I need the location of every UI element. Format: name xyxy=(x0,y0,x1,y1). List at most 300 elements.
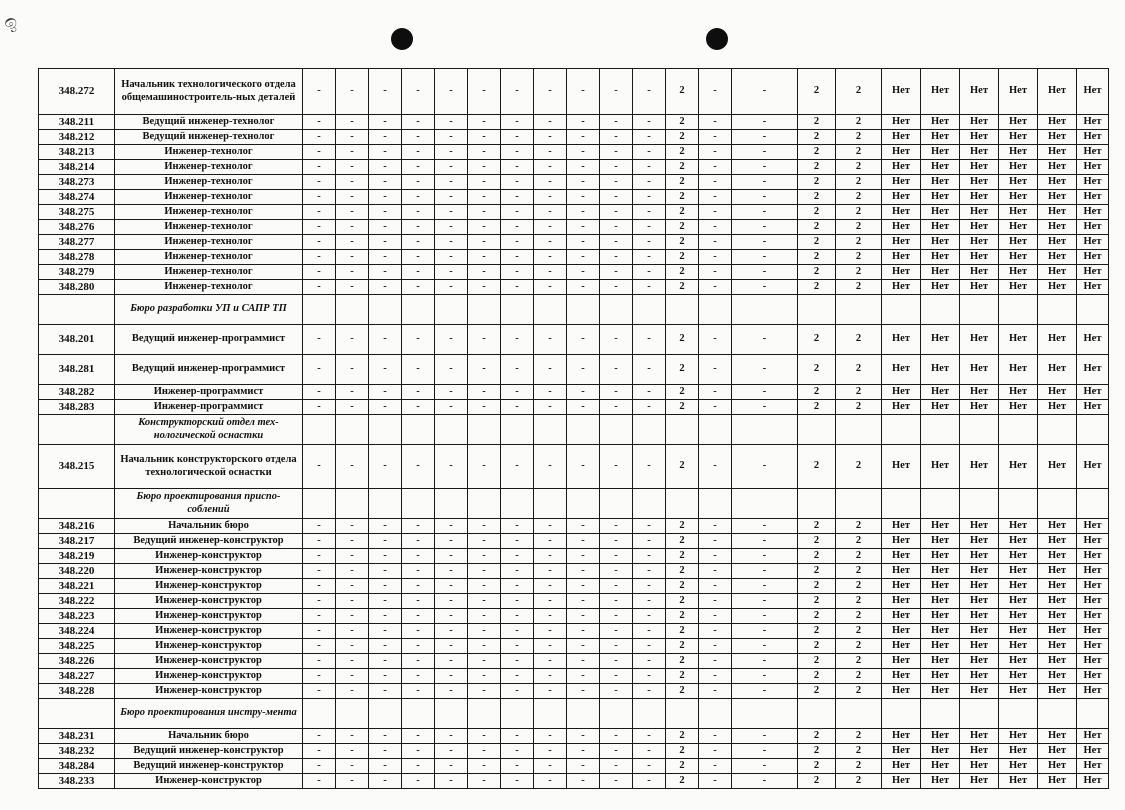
value-cell: - xyxy=(732,744,798,759)
value-cell: - xyxy=(534,115,567,130)
value-cell: - xyxy=(303,579,336,594)
value-cell: Нет xyxy=(1038,684,1077,699)
value-cell: - xyxy=(369,759,402,774)
section-row xyxy=(39,295,1109,325)
value-cell xyxy=(468,699,501,729)
value-cell: 2 xyxy=(666,744,699,759)
value-cell: Нет xyxy=(882,160,921,175)
section-row xyxy=(39,415,1109,445)
value-cell: Нет xyxy=(999,669,1038,684)
value-cell: - xyxy=(336,355,369,385)
value-cell: Нет xyxy=(921,250,960,265)
value-cell: Нет xyxy=(1077,594,1109,609)
value-cell xyxy=(501,295,534,325)
value-cell: - xyxy=(435,145,468,160)
value-cell: Нет xyxy=(1038,549,1077,564)
position-code: 348.276 xyxy=(39,220,115,235)
position-code: 348.275 xyxy=(39,205,115,220)
value-cell: - xyxy=(501,564,534,579)
value-cell: Нет xyxy=(921,684,960,699)
value-cell xyxy=(1077,489,1109,519)
value-cell: Нет xyxy=(1038,774,1077,789)
value-cell: 2 xyxy=(666,639,699,654)
value-cell: - xyxy=(567,385,600,400)
value-cell: Нет xyxy=(999,564,1038,579)
value-cell: - xyxy=(336,130,369,145)
value-cell: - xyxy=(567,744,600,759)
value-cell: - xyxy=(699,220,732,235)
value-cell: - xyxy=(699,639,732,654)
value-cell: - xyxy=(336,729,369,744)
value-cell: Нет xyxy=(999,205,1038,220)
value-cell: - xyxy=(303,759,336,774)
value-cell: - xyxy=(699,280,732,295)
value-cell: - xyxy=(732,220,798,235)
value-cell: - xyxy=(633,250,666,265)
value-cell: 2 xyxy=(666,759,699,774)
value-cell: - xyxy=(699,325,732,355)
value-cell: Нет xyxy=(1038,145,1077,160)
value-cell: - xyxy=(369,160,402,175)
table-row xyxy=(39,250,1109,265)
value-cell: - xyxy=(435,220,468,235)
value-cell: - xyxy=(534,69,567,115)
value-cell: Нет xyxy=(921,729,960,744)
value-cell: Нет xyxy=(999,624,1038,639)
table-row xyxy=(39,130,1109,145)
value-cell: Нет xyxy=(921,774,960,789)
value-cell: - xyxy=(369,519,402,534)
value-cell: - xyxy=(336,609,369,624)
value-cell xyxy=(303,699,336,729)
value-cell: - xyxy=(369,445,402,489)
value-cell: Нет xyxy=(960,624,999,639)
value-cell: 2 xyxy=(798,774,836,789)
value-cell: Нет xyxy=(1077,669,1109,684)
value-cell: Нет xyxy=(999,400,1038,415)
value-cell xyxy=(402,489,435,519)
value-cell: 2 xyxy=(666,190,699,205)
value-cell: - xyxy=(336,205,369,220)
value-cell xyxy=(600,295,633,325)
value-cell: Нет xyxy=(1038,130,1077,145)
value-cell: Нет xyxy=(960,160,999,175)
position-name: Инженер-технолог xyxy=(115,145,303,160)
value-cell: Нет xyxy=(960,445,999,489)
value-cell: Нет xyxy=(921,519,960,534)
value-cell: Нет xyxy=(1077,145,1109,160)
value-cell: - xyxy=(468,609,501,624)
value-cell: - xyxy=(468,250,501,265)
position-name: Инженер-конструктор xyxy=(115,624,303,639)
value-cell: - xyxy=(600,250,633,265)
value-cell: Нет xyxy=(1038,190,1077,205)
value-cell xyxy=(836,489,882,519)
value-cell: Нет xyxy=(1077,609,1109,624)
value-cell: - xyxy=(435,325,468,355)
value-cell: - xyxy=(468,220,501,235)
value-cell: - xyxy=(600,759,633,774)
value-cell: - xyxy=(336,579,369,594)
value-cell: - xyxy=(534,744,567,759)
value-cell xyxy=(836,295,882,325)
value-cell: - xyxy=(633,519,666,534)
value-cell: - xyxy=(732,145,798,160)
value-cell: 2 xyxy=(836,534,882,549)
value-cell: Нет xyxy=(882,130,921,145)
value-cell xyxy=(699,699,732,729)
value-cell: Нет xyxy=(1038,654,1077,669)
value-cell: Нет xyxy=(999,69,1038,115)
value-cell: - xyxy=(567,69,600,115)
value-cell: Нет xyxy=(1077,115,1109,130)
position-code: 348.211 xyxy=(39,115,115,130)
value-cell: Нет xyxy=(882,729,921,744)
value-cell: - xyxy=(303,145,336,160)
value-cell: - xyxy=(732,385,798,400)
value-cell: Нет xyxy=(1077,69,1109,115)
table-body xyxy=(39,69,1109,789)
value-cell: Нет xyxy=(960,729,999,744)
value-cell: 2 xyxy=(836,205,882,220)
position-name: Ведущий инженер-конструктор xyxy=(115,534,303,549)
value-cell: 2 xyxy=(798,519,836,534)
value-cell: 2 xyxy=(836,564,882,579)
value-cell: Нет xyxy=(921,744,960,759)
value-cell: - xyxy=(501,639,534,654)
value-cell: 2 xyxy=(798,624,836,639)
position-code: 348.219 xyxy=(39,549,115,564)
value-cell: Нет xyxy=(921,609,960,624)
position-code: 348.282 xyxy=(39,385,115,400)
punch-hole-right xyxy=(706,28,728,50)
value-cell: Нет xyxy=(1038,265,1077,280)
position-name: Ведущий инженер-программист xyxy=(115,325,303,355)
value-cell xyxy=(798,415,836,445)
value-cell: Нет xyxy=(1038,594,1077,609)
value-cell: Нет xyxy=(1077,684,1109,699)
value-cell: - xyxy=(501,579,534,594)
value-cell xyxy=(882,415,921,445)
value-cell: 2 xyxy=(666,549,699,564)
value-cell: - xyxy=(435,579,468,594)
value-cell: - xyxy=(567,684,600,699)
value-cell: Нет xyxy=(921,639,960,654)
value-cell: Нет xyxy=(921,355,960,385)
position-name: Ведущий инженер-программист xyxy=(115,355,303,385)
position-name: Инженер-конструктор xyxy=(115,684,303,699)
value-cell: Нет xyxy=(1077,250,1109,265)
value-cell: Нет xyxy=(921,115,960,130)
value-cell: - xyxy=(699,774,732,789)
position-code: 348.232 xyxy=(39,744,115,759)
value-cell: - xyxy=(435,115,468,130)
value-cell: - xyxy=(402,130,435,145)
value-cell xyxy=(921,295,960,325)
value-cell: - xyxy=(402,145,435,160)
value-cell: Нет xyxy=(882,624,921,639)
position-name: Инженер-конструктор xyxy=(115,654,303,669)
value-cell: 2 xyxy=(666,609,699,624)
value-cell: - xyxy=(501,160,534,175)
value-cell: - xyxy=(600,265,633,280)
value-cell: - xyxy=(600,400,633,415)
value-cell: 2 xyxy=(836,325,882,355)
value-cell xyxy=(960,489,999,519)
value-cell: Нет xyxy=(882,220,921,235)
value-cell: Нет xyxy=(999,654,1038,669)
value-cell: - xyxy=(369,280,402,295)
value-cell: Нет xyxy=(960,220,999,235)
value-cell: - xyxy=(534,280,567,295)
value-cell: - xyxy=(600,609,633,624)
value-cell: - xyxy=(336,250,369,265)
value-cell: - xyxy=(699,235,732,250)
position-code: 348.220 xyxy=(39,564,115,579)
value-cell xyxy=(402,415,435,445)
value-cell: - xyxy=(699,175,732,190)
value-cell xyxy=(960,699,999,729)
value-cell: - xyxy=(468,519,501,534)
value-cell: 2 xyxy=(836,579,882,594)
value-cell: - xyxy=(534,609,567,624)
value-cell: - xyxy=(633,624,666,639)
value-cell: - xyxy=(468,549,501,564)
value-cell: - xyxy=(468,759,501,774)
table-row xyxy=(39,145,1109,160)
value-cell: 2 xyxy=(798,744,836,759)
value-cell: Нет xyxy=(1077,579,1109,594)
value-cell xyxy=(435,489,468,519)
value-cell: Нет xyxy=(960,400,999,415)
value-cell: - xyxy=(303,744,336,759)
value-cell: - xyxy=(633,684,666,699)
value-cell: - xyxy=(435,759,468,774)
value-cell: - xyxy=(501,624,534,639)
value-cell: Нет xyxy=(882,400,921,415)
value-cell: 2 xyxy=(666,355,699,385)
value-cell: - xyxy=(567,160,600,175)
position-name: Инженер-конструктор xyxy=(115,549,303,564)
table-row xyxy=(39,579,1109,594)
value-cell: Нет xyxy=(1077,624,1109,639)
value-cell: - xyxy=(732,729,798,744)
value-cell: 2 xyxy=(836,220,882,235)
value-cell: - xyxy=(402,220,435,235)
value-cell: Нет xyxy=(1038,445,1077,489)
value-cell: - xyxy=(435,669,468,684)
value-cell: Нет xyxy=(1038,534,1077,549)
position-code xyxy=(39,699,115,729)
value-cell: Нет xyxy=(921,445,960,489)
value-cell xyxy=(836,699,882,729)
value-cell: 2 xyxy=(836,519,882,534)
value-cell: - xyxy=(468,669,501,684)
value-cell: Нет xyxy=(882,609,921,624)
value-cell: Нет xyxy=(921,624,960,639)
position-code: 348.201 xyxy=(39,325,115,355)
value-cell: - xyxy=(303,235,336,250)
value-cell: 2 xyxy=(798,205,836,220)
position-name: Инженер-технолог xyxy=(115,160,303,175)
value-cell: Нет xyxy=(999,115,1038,130)
value-cell: - xyxy=(699,250,732,265)
value-cell: - xyxy=(402,744,435,759)
value-cell: Нет xyxy=(1038,564,1077,579)
value-cell: - xyxy=(369,549,402,564)
value-cell: - xyxy=(732,265,798,280)
section-title: Конструкторский отдел тех-нологической оснастки xyxy=(115,415,303,445)
value-cell: Нет xyxy=(999,145,1038,160)
position-name: Начальник бюро xyxy=(115,519,303,534)
position-code: 348.231 xyxy=(39,729,115,744)
value-cell: - xyxy=(369,400,402,415)
value-cell: Нет xyxy=(960,69,999,115)
value-cell: - xyxy=(336,744,369,759)
value-cell: Нет xyxy=(1038,639,1077,654)
value-cell: - xyxy=(303,519,336,534)
value-cell: Нет xyxy=(999,220,1038,235)
value-cell: - xyxy=(435,355,468,385)
value-cell: 2 xyxy=(836,445,882,489)
value-cell: Нет xyxy=(882,654,921,669)
value-cell: - xyxy=(501,684,534,699)
value-cell: - xyxy=(534,130,567,145)
value-cell: - xyxy=(600,115,633,130)
value-cell: Нет xyxy=(999,534,1038,549)
value-cell: - xyxy=(402,534,435,549)
section-title: Бюро разработки УП и САПР ТП xyxy=(115,295,303,325)
value-cell: - xyxy=(600,160,633,175)
value-cell: - xyxy=(501,744,534,759)
value-cell xyxy=(303,415,336,445)
value-cell: - xyxy=(600,325,633,355)
value-cell xyxy=(303,295,336,325)
position-name: Инженер-конструктор xyxy=(115,564,303,579)
value-cell: Нет xyxy=(882,684,921,699)
value-cell: Нет xyxy=(1038,759,1077,774)
value-cell xyxy=(435,699,468,729)
value-cell: - xyxy=(633,609,666,624)
position-name: Инженер-программист xyxy=(115,385,303,400)
value-cell: - xyxy=(402,115,435,130)
value-cell: 2 xyxy=(798,160,836,175)
value-cell: 2 xyxy=(798,69,836,115)
table-row xyxy=(39,69,1109,115)
value-cell: Нет xyxy=(1077,400,1109,415)
value-cell: Нет xyxy=(1038,400,1077,415)
value-cell: - xyxy=(633,534,666,549)
table-row xyxy=(39,669,1109,684)
value-cell: Нет xyxy=(1077,774,1109,789)
value-cell: - xyxy=(699,265,732,280)
value-cell: Нет xyxy=(921,205,960,220)
value-cell: 2 xyxy=(836,145,882,160)
value-cell: - xyxy=(534,190,567,205)
value-cell: - xyxy=(567,190,600,205)
value-cell: 2 xyxy=(798,265,836,280)
value-cell: 2 xyxy=(666,325,699,355)
position-code: 348.227 xyxy=(39,669,115,684)
value-cell: - xyxy=(699,519,732,534)
value-cell xyxy=(600,489,633,519)
value-cell: Нет xyxy=(882,115,921,130)
value-cell: - xyxy=(501,654,534,669)
value-cell: - xyxy=(633,445,666,489)
value-cell: Нет xyxy=(960,534,999,549)
value-cell: - xyxy=(435,130,468,145)
value-cell: 2 xyxy=(836,639,882,654)
value-cell xyxy=(567,295,600,325)
value-cell: 2 xyxy=(836,235,882,250)
value-cell: - xyxy=(336,325,369,355)
value-cell: - xyxy=(369,594,402,609)
value-cell: 2 xyxy=(798,684,836,699)
value-cell: - xyxy=(303,205,336,220)
value-cell: - xyxy=(699,160,732,175)
value-cell: - xyxy=(501,729,534,744)
value-cell xyxy=(336,489,369,519)
value-cell: Нет xyxy=(882,519,921,534)
value-cell: - xyxy=(633,729,666,744)
position-name: Инженер-конструктор xyxy=(115,774,303,789)
value-cell: - xyxy=(567,519,600,534)
value-cell: Нет xyxy=(1038,160,1077,175)
value-cell: 2 xyxy=(798,325,836,355)
value-cell: - xyxy=(534,160,567,175)
value-cell: - xyxy=(369,355,402,385)
value-cell: - xyxy=(369,130,402,145)
value-cell xyxy=(1038,699,1077,729)
value-cell: - xyxy=(600,744,633,759)
table-row xyxy=(39,519,1109,534)
value-cell: 2 xyxy=(798,594,836,609)
value-cell xyxy=(666,699,699,729)
value-cell: 2 xyxy=(666,654,699,669)
value-cell xyxy=(336,295,369,325)
value-cell: 2 xyxy=(666,160,699,175)
position-name: Инженер-технолог xyxy=(115,280,303,295)
position-name: Инженер-конструктор xyxy=(115,609,303,624)
value-cell: 2 xyxy=(836,385,882,400)
value-cell: - xyxy=(567,235,600,250)
value-cell: - xyxy=(600,549,633,564)
position-name: Инженер-технолог xyxy=(115,235,303,250)
value-cell: - xyxy=(303,250,336,265)
value-cell: - xyxy=(369,774,402,789)
value-cell: - xyxy=(402,774,435,789)
value-cell: Нет xyxy=(1077,160,1109,175)
value-cell: - xyxy=(336,175,369,190)
value-cell: - xyxy=(468,69,501,115)
value-cell: - xyxy=(567,579,600,594)
value-cell: Нет xyxy=(882,69,921,115)
value-cell: - xyxy=(732,69,798,115)
value-cell: Нет xyxy=(882,639,921,654)
value-cell xyxy=(600,699,633,729)
value-cell: - xyxy=(435,445,468,489)
value-cell: - xyxy=(534,235,567,250)
value-cell: - xyxy=(633,175,666,190)
value-cell: - xyxy=(336,759,369,774)
value-cell: - xyxy=(468,744,501,759)
value-cell: - xyxy=(303,280,336,295)
value-cell: - xyxy=(501,235,534,250)
value-cell: - xyxy=(633,160,666,175)
value-cell: Нет xyxy=(999,280,1038,295)
value-cell: - xyxy=(501,325,534,355)
value-cell xyxy=(921,699,960,729)
